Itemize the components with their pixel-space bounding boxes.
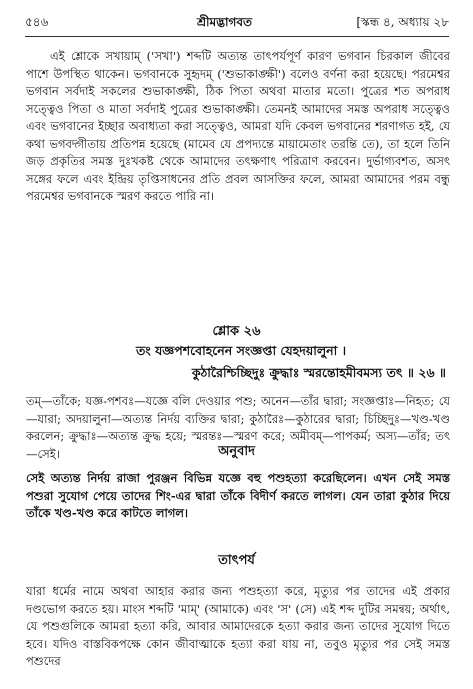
page-number: ৫৪৬ [25, 15, 49, 29]
chapter-reference: [স্কন্ধ ৪, অধ্যায় ২৮ [356, 15, 449, 29]
translation-heading: অনুবাদ [218, 444, 255, 459]
commentary-paragraph: এই শ্লোকে সখায়াম্ ('সখা') শব্দটি অত্যন্ত তাৎপর্যপূর্ণ কারণ ভগবান চিরকাল জীবের পাশে উপস্থিত থাকেন। ভগবানকে সুহৃদম্ ('শুভাকাঙ্ক্ষী') বলেও বর্ণনা করা হয়েছে। পরমেশ্বর ভগবান সর্বদাই সকলের শুভাকাঙ্ক্ষী, ঠিক পিতা অথবা মাতার মতো। পুত্রের শত অপরাধ সত্ত্বেও পিতা ও মাতা সর্বদাই পুত্রের শুভাকাঙ্ক্ষী। তেমনই আমাদের সমস্ত অপরাধ সত্ত্বেও এবং ভগবানের ইচ্ছার অবাধ্যতা করা সত্ত্বেও, আমরা যদি কেবল ভগবানের শরণাগত হই, যে কথা ভগবদ্গীতায় প্রতিপন্ন হয়েছে (মামেব যে প্রপদ্যন্তে মায়ামেতাং তরন্তি তে), তা হলে তিনি জড় প্রকৃতির সমস্ত দুঃখকষ্ট থেকে আমাদের তৎক্ষণাৎ পরিত্রাণ করবেন। দুর্ভাগ্যবশত, অসৎ সঙ্গের ফলে এবং ইন্দ্রিয় তৃপ্তিসাধনের প্রতি প্রবল আসক্তির ফলে, আমরা আমাদের পরম বন্ধু পরমেশ্বর ভগবানকে স্মরণ করতে পারি না। [26, 49, 450, 203]
purport-text: যারা ধর্মের নামে অথবা আহার করার জন্য পশুহত্যা করে, মৃত্যুর পর তাদের এই প্রকার দণ্ডভোগ করতে হয়। মাংস শব্দটি 'মাম্' (আমাকে) এবং 'স' (সে) এই শব্দ দুটির সমন্বয়; অর্থাৎ, যে পশুগুলিকে আমরা হত্যা করি, আবার আমাদেরকে হত্যা করার জন্য তাদের সুযোগ দিতে হবে। যদিও বাস্তবিকপক্ষে কোন জীবাত্মাকে হত্যা করা যায় না, তবুও মৃত্যুর পর সেই সমস্ত পশুদের [26, 584, 450, 668]
verse-line-1: তং যজ্ঞপশবোহনেন সংজ্ঞপ্তা যেহদয়ালুনা । [135, 343, 347, 358]
translation-text: সেই অত্যন্ত নির্দয় রাজা পুরঞ্জন বিভিন্ন যজ্ঞে বহু পশুহত্যা করেছিলেন। এখন সেই সমস্ত পশুরা সুযোগ পেয়ে তাদের শিং-এর দ্বারা তাঁকে বিদীর্ণ করতে লাগল। যেন তারা কুঠার দিয়ে তাঁকে খণ্ড-খণ্ড করে কাটতে লাগল। [26, 471, 450, 520]
page-header [25, 14, 449, 34]
purport-heading: তাৎপর্য [218, 553, 255, 568]
book-title: শ্রীমদ্ভাগবত [197, 15, 253, 29]
verse-line-2: কুঠারৈশ্চিচ্ছিদুঃ ক্রুদ্ধাঃ স্মরন্তোহমীবমস্য তৎ ॥ ২৬ ॥ [191, 365, 446, 380]
verse-heading: শ্লোক ২৬ [212, 324, 261, 339]
word-synonyms: তম্—তাঁকে; যজ্ঞ-পশবঃ—যজ্ঞে বলি দেওয়ার পশু; অনেন—তাঁর দ্বারা; সংজ্ঞপ্তাঃ—নিহত; যে—যারা; অদয়ালুনা—অত্যন্ত নির্দয় ব্যক্তির দ্বারা; কুঠারৈঃ—কুঠারের দ্বারা; চিচ্ছিদুঃ—খণ্ড-খণ্ড করলেন; ক্রুদ্ধাঃ—অত্যন্ত ক্রুদ্ধ হয়ে; স্মরন্তঃ—স্মরণ করে; অমীবম্—পাপকর্ম; অস্য—তাঁর; তৎ—সেই। [26, 394, 450, 461]
header-rule [25, 36, 449, 37]
